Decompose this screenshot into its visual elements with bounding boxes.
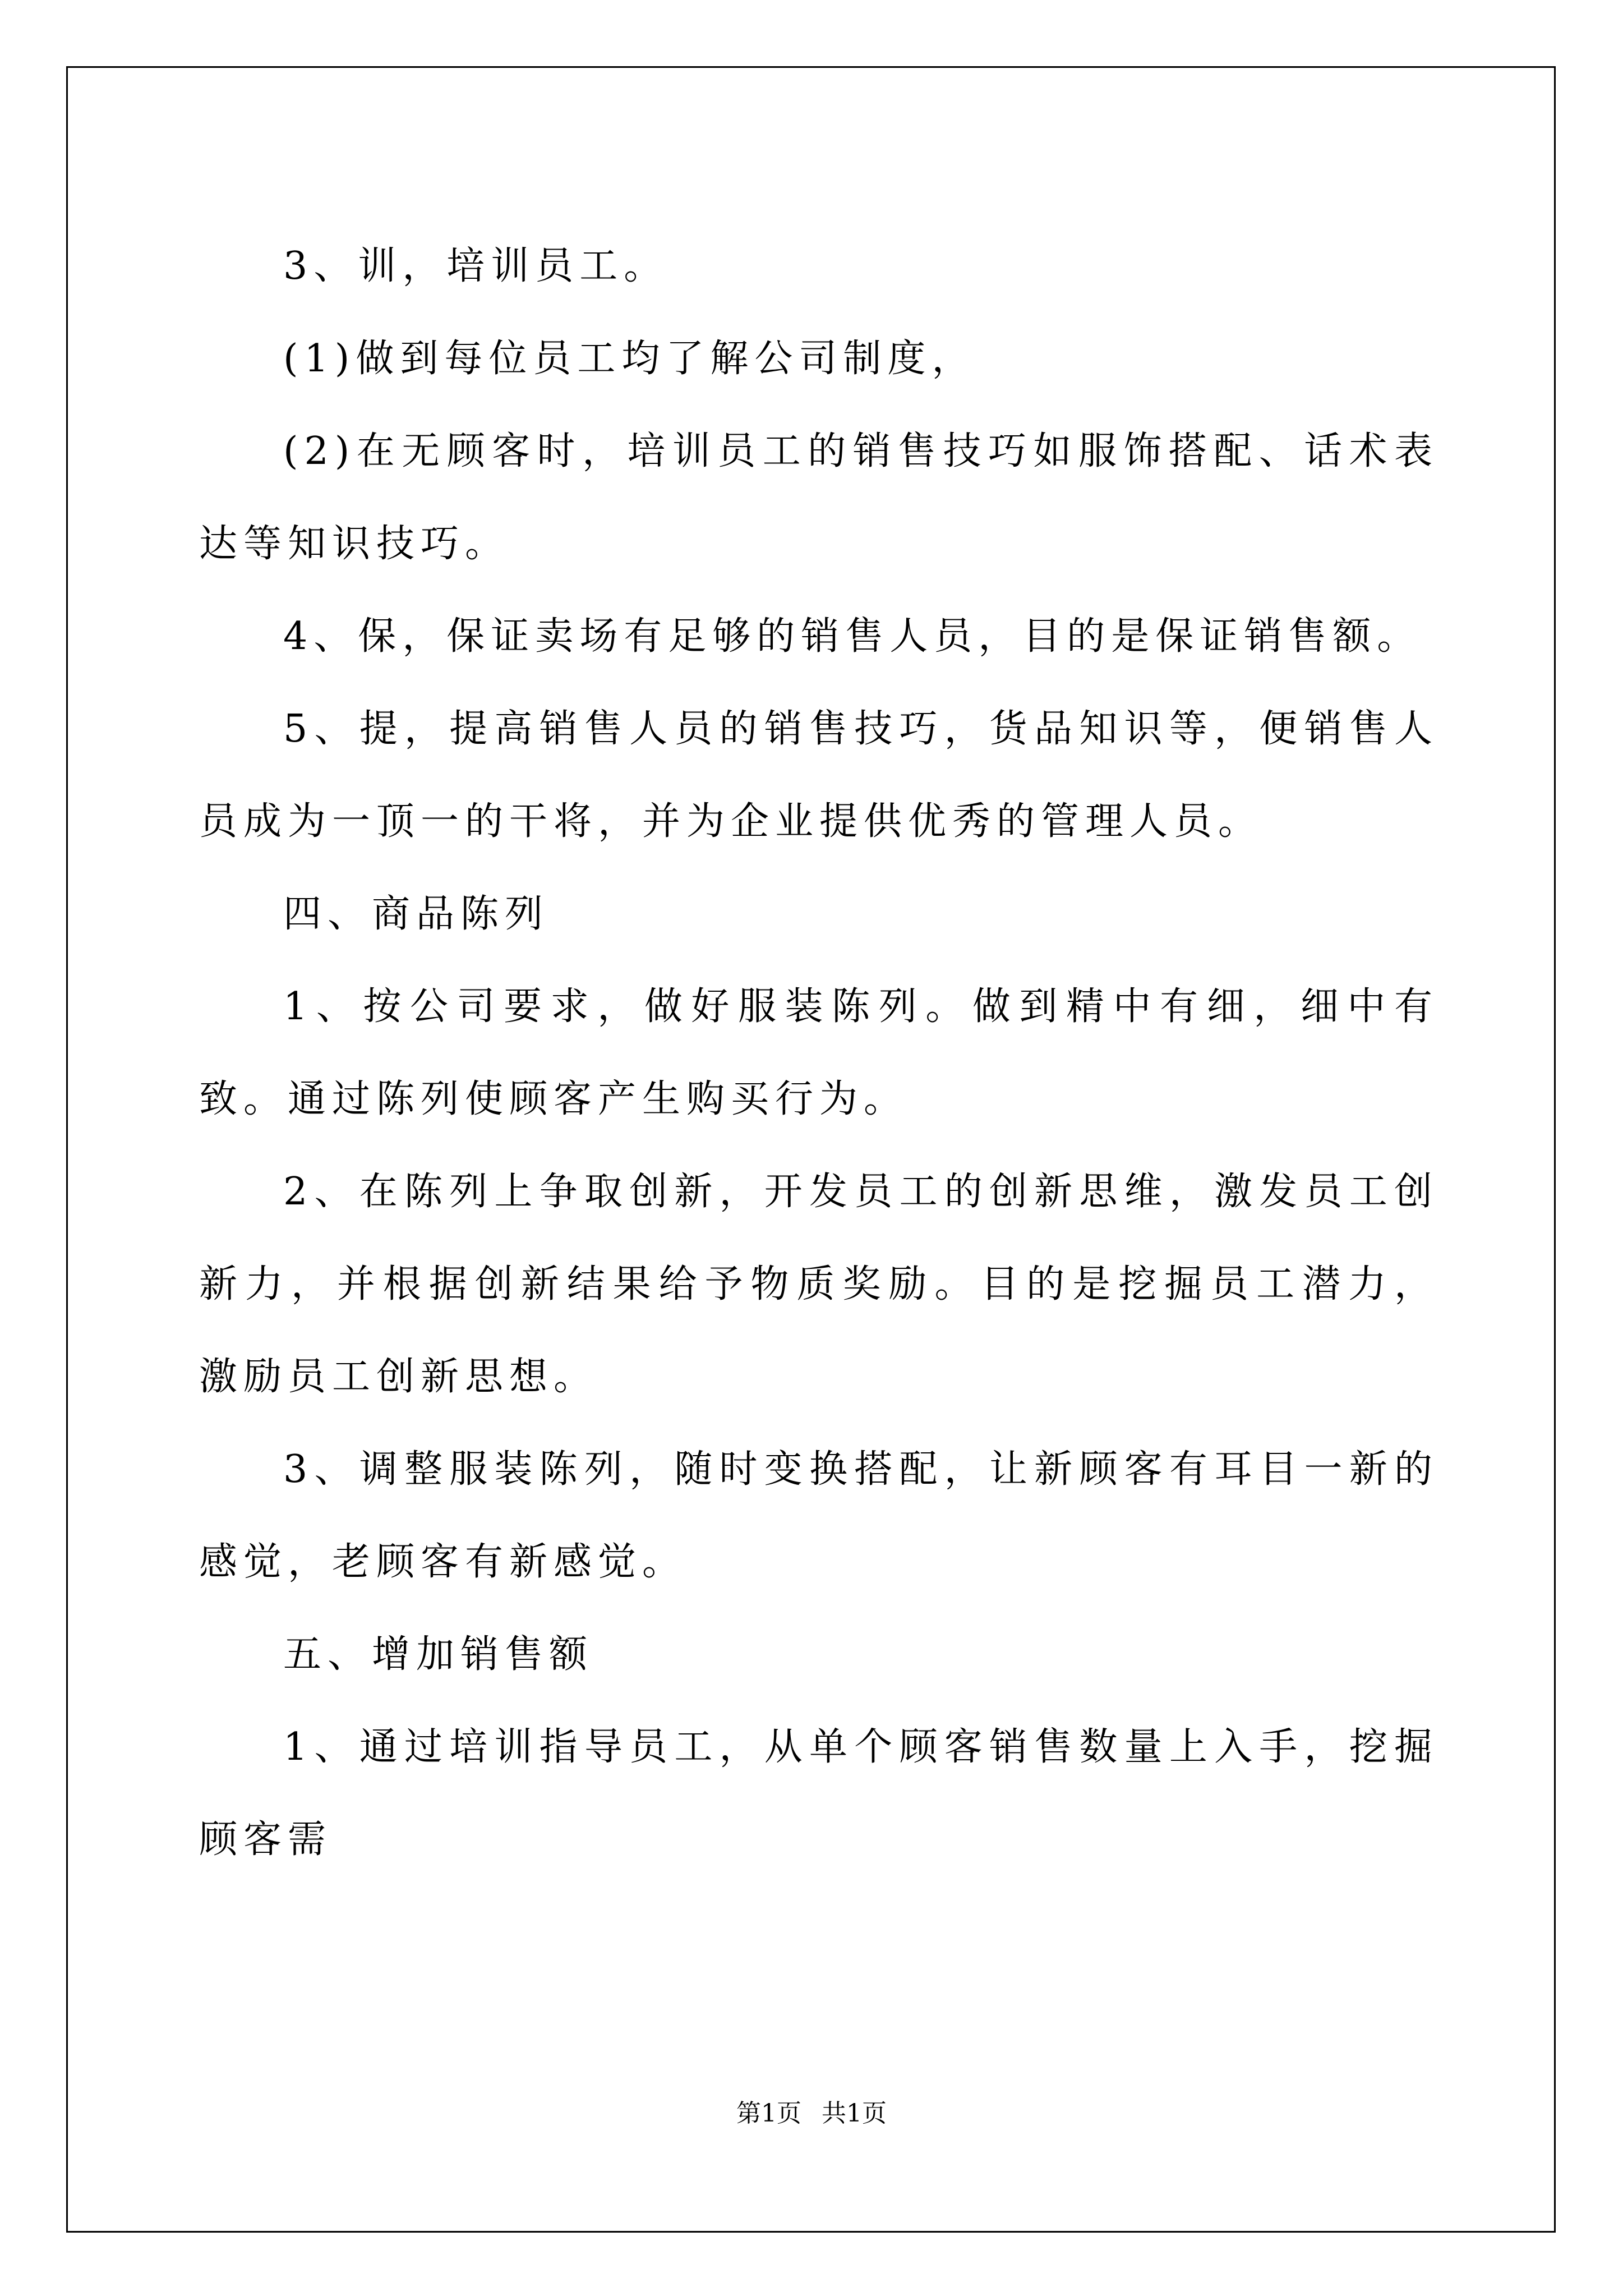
page-total: 共1页 xyxy=(822,2099,887,2128)
section-heading: 四、商品陈列 xyxy=(283,892,550,936)
paragraph: 5、提，提高销售人员的销售技巧，货品知识等，便销售人员成为一顶一的干将，并为企业提供优秀的管理人员。 xyxy=(199,707,1438,844)
paragraph: (2)在无顾客时，培训员工的销售技巧如服饰搭配、话术表达等知识技巧。 xyxy=(199,429,1438,566)
section-heading: 五、增加销售额 xyxy=(283,1632,594,1677)
paragraph: 3、调整服装陈列，随时变换搭配，让新顾客有耳目一新的感觉，老顾客有新感觉。 xyxy=(199,1447,1438,1584)
paragraph: 2、在陈列上争取创新，开发员工的创新思维，激发员工创新力，并根据创新结果给予物质奖励。目的是挖掘员工潜力，激励员工创新思想。 xyxy=(199,1170,1438,1399)
paragraph: 1、通过培训指导员工，从单个顾客销售数量上入手，挖掘顾客需 xyxy=(199,1725,1438,1862)
page-number: 第1页 xyxy=(736,2099,801,2128)
paragraph: 1、按公司要求，做好服装陈列。做到精中有细，细中有致。通过陈列使顾客产生购买行为。 xyxy=(199,984,1438,1121)
document-body xyxy=(199,220,1438,1886)
paragraph: 4、保，保证卖场有足够的销售人员，目的是保证销售额。 xyxy=(283,614,1422,659)
page-footer xyxy=(0,2097,1623,2131)
paragraph: 3、训，培训员工。 xyxy=(283,244,668,288)
paragraph: (1)做到每位员工均了解公司制度， xyxy=(283,337,976,381)
